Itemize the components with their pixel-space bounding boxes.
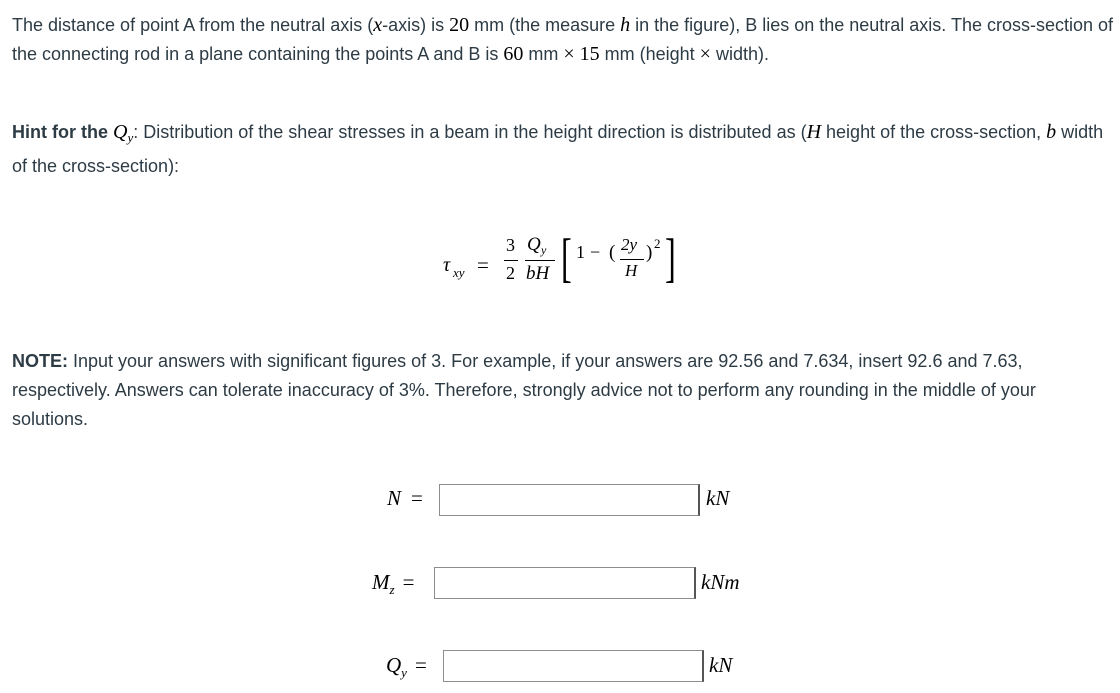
fraction-bar (620, 259, 644, 260)
math-right-paren: ) (646, 242, 653, 263)
hint-text: width of the cross-section): (12, 122, 1104, 176)
unit-kNm: kNm (701, 570, 740, 594)
note-label: NOTE: (12, 351, 68, 371)
axial-force-input[interactable] (439, 484, 700, 516)
answer-row-N (0, 484, 1120, 518)
unit-kN: kN (709, 653, 733, 677)
math-Q: Q (113, 121, 128, 143)
shear-stress-formula (440, 228, 700, 296)
math-20: 20 (449, 14, 470, 36)
math-equals: = (402, 570, 415, 594)
problem-text: The distance of point A from the neutral axis ( (12, 15, 374, 35)
math-equals: = (414, 653, 427, 677)
math-denominator-2: 2 (506, 263, 515, 283)
math-subscript-y: y (401, 665, 407, 681)
unit-kN: kN (706, 486, 730, 510)
answer-row-Qy (0, 650, 1120, 684)
math-H: H (806, 121, 822, 143)
math-equals: = (411, 486, 423, 510)
math-tau: τ (443, 254, 451, 276)
math-h: h (620, 14, 631, 36)
math-M: M (372, 570, 390, 594)
problem-text: -axis) is (382, 15, 450, 35)
problem-text: in the figure), B lies on the neutral axis. The cross-section of the connecting rod in a plane containing the points A and B is (12, 15, 1114, 64)
note-paragraph (12, 347, 1116, 434)
math-N: N (387, 486, 402, 510)
math-left-bracket: [ (561, 228, 572, 288)
math-subscript-y: y (127, 130, 134, 145)
math-equals: = (477, 253, 489, 277)
math-bH: bH (526, 263, 550, 284)
math-60: 60 (503, 43, 524, 65)
hint-text: : Distribution of the shear stresses in a beam in the height direction is distributed as ( (133, 122, 807, 142)
bending-moment-input[interactable] (434, 567, 696, 599)
hint-paragraph (12, 118, 1116, 181)
math-right-bracket: ] (665, 228, 676, 288)
answer-label-N (387, 486, 423, 511)
math-Q: Q (386, 653, 402, 677)
math-b: b (1046, 121, 1057, 143)
hint-text: height of the cross-section, (821, 122, 1047, 142)
math-minus: − (590, 242, 601, 262)
problem-text: mm (the measure (469, 15, 621, 35)
math-numerator-3: 3 (506, 235, 515, 255)
problem-text: mm (height (599, 44, 700, 64)
math-exponent-2: 2 (654, 236, 661, 251)
fraction-bar (504, 260, 518, 261)
math-x: x (373, 14, 383, 36)
problem-text: width). (710, 44, 769, 64)
math-one: 1 (576, 242, 585, 262)
math-Q: Q (527, 234, 541, 255)
math-H: H (625, 261, 638, 280)
answer-row-Mz (0, 567, 1120, 601)
problem-statement (12, 11, 1116, 69)
note-text: Input your answers with significant figures of 3. For example, if your answers are 92.56 and 7.634, insert 92.6 and 7.63, respectively. Answers can tolerate inaccuracy of 3%. Therefore, strongly advice not to perform any rounding in the middle of your solutions. (12, 351, 1036, 429)
problem-text: mm (523, 44, 564, 64)
math-times: × (563, 43, 575, 65)
math-2y: 2y (621, 235, 638, 254)
shear-force-input[interactable] (443, 650, 704, 682)
math-left-paren: ( (609, 242, 616, 263)
fraction-bar (525, 260, 555, 261)
answer-label-Qy (386, 653, 427, 681)
answer-label-Mz (372, 570, 414, 598)
hint-label: Hint for the (12, 122, 113, 142)
math-subscript-z: z (389, 582, 395, 598)
math-subscript-xy: xy (453, 265, 465, 280)
math-15: 15 (574, 43, 600, 65)
math-subscript-y: y (541, 243, 547, 257)
math-times: × (699, 43, 711, 65)
